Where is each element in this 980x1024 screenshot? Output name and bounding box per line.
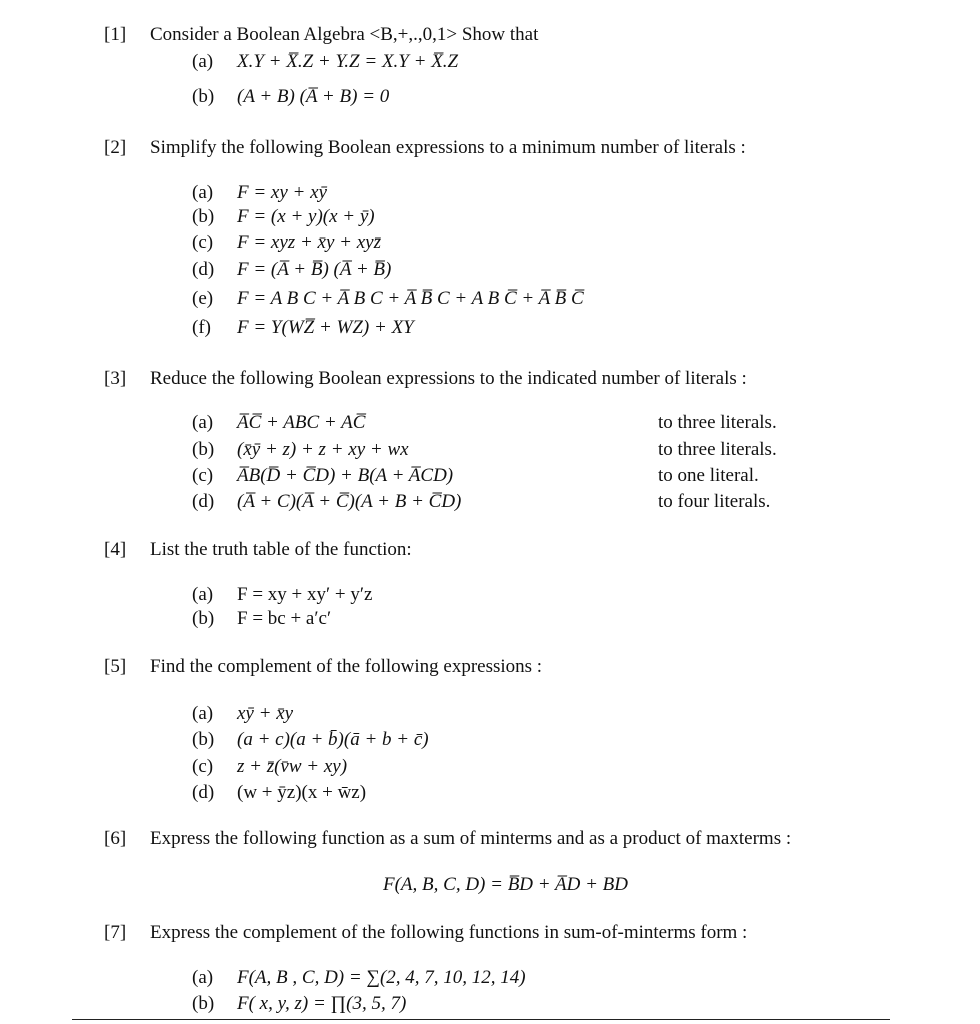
item-expression: A̅B(D̅ + C̅D) + B(A + A̅CD) [237, 465, 454, 486]
question-number: [3] [104, 368, 127, 389]
question-number: [1] [104, 24, 127, 45]
item-label: (f) [192, 317, 211, 338]
item-expression: F = xyz + x̄y + xyz̄ [237, 232, 381, 253]
question-text: Find the complement of the following expressions : [150, 656, 543, 677]
item-label: (c) [192, 756, 214, 777]
literal-target: to one literal. [658, 465, 759, 486]
item-label: (a) [192, 182, 214, 203]
item-label: (c) [192, 465, 214, 486]
item-label: (b) [192, 86, 215, 107]
item-label: (b) [192, 608, 215, 629]
item-label: (a) [192, 703, 214, 724]
question-text: Express the following function as a sum of minterms and as a product of maxterms : [150, 828, 792, 849]
literal-target: to three literals. [658, 412, 777, 433]
item-expression: F = (x + y)(x + ȳ) [237, 206, 375, 227]
item-expression: F = Y(WZ̅ + WZ) + XY [237, 317, 414, 338]
item-expression: F(A, B , C, D) = ∑(2, 4, 7, 10, 12, 14) [237, 967, 526, 988]
item-expression: F = xy + xȳ [237, 182, 327, 203]
item-label: (a) [192, 967, 214, 988]
question-number: [5] [104, 656, 127, 677]
item-expression: F = bc + a′c′ [237, 608, 332, 629]
item-expression: F = (A̅ + B̅) (A̅ + B̅) [237, 259, 392, 280]
question-number: [6] [104, 828, 127, 849]
item-label: (b) [192, 993, 215, 1014]
item-label: (a) [192, 584, 214, 605]
item-expression: (x̄ȳ + z) + z + xy + wx [237, 439, 409, 460]
literal-target: to four literals. [658, 491, 771, 512]
item-expression: (a + c)(a + b̄)(ā + b + c̄) [237, 729, 429, 750]
question-number: [2] [104, 137, 127, 158]
item-label: (d) [192, 491, 215, 512]
item-expression: (w + ȳz)(x + w̄z) [237, 782, 367, 803]
item-expression: A̅C̅ + ABC + AC̅ [237, 412, 366, 433]
item-label: (d) [192, 259, 215, 280]
item-label: (c) [192, 232, 214, 253]
item-label: (a) [192, 51, 214, 72]
item-label: (b) [192, 206, 215, 227]
item-expression: F = xy + xy′ + y′z [237, 584, 373, 605]
item-expression: (A̅ + C)(A̅ + C̅)(A + B + C̅D) [237, 491, 462, 512]
literal-target: to three literals. [658, 439, 777, 460]
function-formula: F(A, B, C, D) = B̅D + A̅D + BD [383, 874, 628, 895]
question-text: Consider a Boolean Algebra <B,+,.,0,1> Show that [150, 24, 539, 45]
question-text: Express the complement of the following functions in sum-of-minterms form : [150, 922, 748, 943]
question-number: [4] [104, 539, 127, 560]
question-text: Reduce the following Boolean expressions to the indicated number of literals : [150, 368, 747, 389]
question-text: Simplify the following Boolean expressions to a minimum number of literals : [150, 137, 746, 158]
item-expression: (A + B) (A̅ + B) = 0 [237, 86, 390, 107]
item-expression: z + z̄(v̄w + xy) [237, 756, 348, 777]
item-label: (d) [192, 782, 215, 803]
question-text: List the truth table of the function: [150, 539, 412, 560]
item-expression: xȳ + x̄y [237, 703, 294, 724]
item-label: (b) [192, 439, 215, 460]
item-expression: X.Y + X̅.Z + Y.Z = X.Y + X̅.Z [237, 51, 459, 72]
item-label: (a) [192, 412, 214, 433]
bottom-rule [72, 1019, 890, 1020]
item-expression: F = A B C + A̅ B C + A̅ B̅ C + A B C̅ + A̅ B̅ C̅ [237, 288, 584, 309]
question-number: [7] [104, 922, 127, 943]
item-label: (b) [192, 729, 215, 750]
item-label: (e) [192, 288, 214, 309]
item-expression: F( x, y, z) = ∏(3, 5, 7) [237, 993, 407, 1014]
